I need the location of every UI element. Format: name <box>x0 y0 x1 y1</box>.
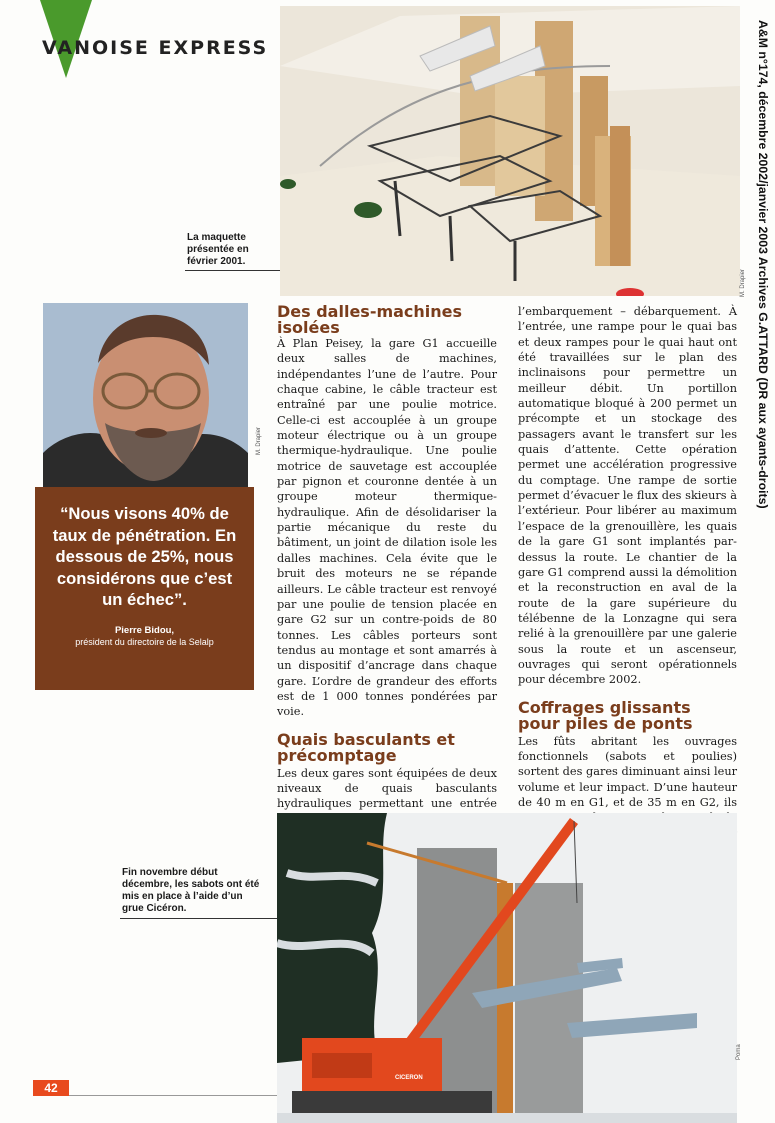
section-title: VANOISE EXPRESS <box>42 37 269 59</box>
paragraph-coffrages-glissants: Les fûts abritant les ouvrages fonctionnels (sabots et poulies) sortent des gares diminuant ainsi leur volume et leur impact. D’une hauteur de 40 m en G1, et de 35 m en G2, ils <box>518 734 737 809</box>
model-caption-rule <box>185 270 280 271</box>
article-column-left <box>277 304 497 858</box>
page-number: 42 <box>33 1080 69 1096</box>
quote-author-role: président du directoire de la Selalp <box>75 636 214 647</box>
portrait-illustration <box>43 303 248 487</box>
article-column-right <box>518 304 737 856</box>
subheading-coffrages-glissants: Coffrages glissants pour piles de ponts <box>518 697 693 733</box>
crane-photo-credit: Poma <box>736 1044 742 1060</box>
model-photo-caption: La maquette présentée en février 2001. <box>187 232 249 267</box>
subheading-quais-basculants: Quais basculants et précomptage <box>277 729 455 765</box>
portrait-photo <box>43 303 248 487</box>
crane-photo <box>277 813 737 1123</box>
crane-illustration <box>277 813 737 1123</box>
model-illustration <box>280 6 740 296</box>
crane-label: CICERON <box>395 1075 423 1081</box>
model-photo-credit: M. Drapier <box>740 268 746 297</box>
portrait-photo-credit: M. Drapier <box>256 426 262 455</box>
crane-caption-rule <box>120 918 277 919</box>
archive-credit: A&M n°174, décembre 2002/janvier 2003 Archives G.ATTARD (DR aux ayants-droits) <box>756 20 770 509</box>
model-photo <box>280 6 740 296</box>
paragraph-quais-basculants: Les deux gares sont équipées de deux niveaux de quais basculants hydrauliques permettant une entrée <box>277 766 497 811</box>
paragraph-quais-basculants-continued: l’embarquement – débarquement. À l’entrée, une rampe pour le quai bas et deux rampes pour le quai haut ont été travaillées sur le plan des inclinaisons pour permettre un meilleur débit. Un portillon automatique bloqué à 200 permet un précompte et un stockage des passagers avant le transfert sur les quais d’attente. Cette opération permet une accélération progressive du comptage. Une rampe de sortie permet d’évacuer le flux des skieurs à l’extérieur. Pour libérer au maximum l’espace de la grenouillère, les quais de la gare G1 sont implantés par-dessus la route. Le chantier de la gare G1 comprend aussi la démolition et la reconstruction en aval de la route de la gare supérieure du télébenne de la Lonzagne qui sera relié à la grenouillère par une galerie sous la route et un ascenseur, ouvrages qui seront opérationnels pour décembre 2002. <box>518 305 737 687</box>
quote-box <box>35 487 254 690</box>
crane-photo-caption: Fin novembre début décembre, les sabots ont été mis en place à l’aide d’un grue Cicéron. <box>122 867 260 914</box>
subheading-dalles-machines: Des dalles-machines isolées <box>277 302 463 337</box>
paragraph-dalles-machines: À Plan Peisey, la gare G1 accueille deux salles de machines, indépendantes l’une de l’autre. Pour chaque cabine, le câble tracteur est entraîné par une poulie motrice. Celle-ci est accouplée à un groupe moteur électrique ou à un groupe thermique-hydraulique. Une poulie motrice de sauvetage est accouplée par pignon et couronne dentée à un groupe moteur thermique-hydraulique. Afin de désolidariser la partie mécanique du reste du bâtiment, un joint de dilation isole les dalles machines. Cela évite que le bruit des moteurs ne se répande ailleurs. Le câble tracteur est renvoyé par une poulie de tension placée en gare G2 sur un contre-poids de 80 tonnes. Les câbles porteurs sont tendus au montage et sont amarrés à un dispositif d’ancrage dans chaque gare. L’ordre de grandeur des efforts est de 1 000 tonnes pondérées par voie. <box>277 337 497 719</box>
quote-author: Pierre Bidou, <box>114 624 175 636</box>
pull-quote: “Nous visons 40% de taux de pénétration. En dessous de 25%, nous considérons que c’est un échec”. <box>52 504 237 609</box>
footer-rule <box>69 1095 277 1096</box>
